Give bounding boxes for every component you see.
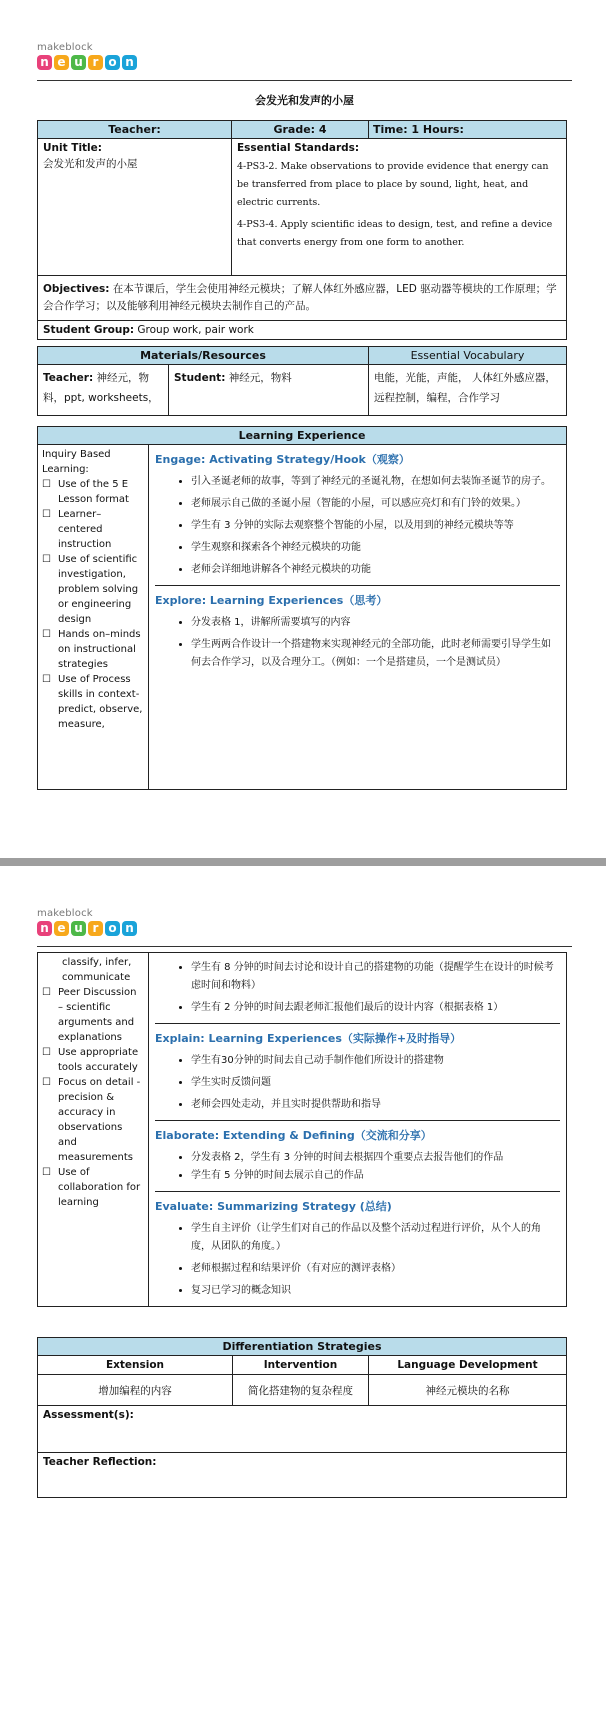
teacher-materials <box>38 365 169 416</box>
logo-letter: n <box>37 921 52 936</box>
student-group-cell <box>38 321 567 340</box>
teacher-materials-label: Teacher: <box>43 372 94 384</box>
checkbox-icon: ☐ <box>42 1167 51 1178</box>
standard-1: 4-PS3-2. Make observations to provide evidence that energy can be transferred from place to place by sound, light, heat, and electric currents. <box>237 161 549 208</box>
language-label: Language Development <box>369 1356 567 1375</box>
learning-table-p2 <box>37 952 567 1307</box>
checkbox-icon: ☐ <box>42 674 51 685</box>
brand-logo <box>37 908 137 936</box>
checkbox-icon: ☐ <box>42 987 51 998</box>
inquiry-item <box>42 1045 144 1075</box>
inquiry-item <box>42 627 144 672</box>
learning-table-p1 <box>37 426 567 790</box>
logo-letter: o <box>105 921 120 936</box>
logo-letter: n <box>37 55 52 70</box>
extension-value: 增加编程的内容 <box>38 1375 233 1406</box>
inquiry-item <box>42 1075 144 1165</box>
objectives-label: Objectives: <box>43 283 110 295</box>
inquiry-item-text: Use of collaboration for learning <box>58 1167 141 1208</box>
engage-item: • 引入圣诞老师的故事，等到了神经元的圣诞礼物，在想如何去装饰圣诞节的房子。 <box>191 473 560 491</box>
logo-letter: e <box>54 921 69 936</box>
inquiry-item <box>42 552 144 627</box>
materials-header: Materials/Resources <box>38 347 369 365</box>
logo-letter: n <box>122 55 137 70</box>
vocab-header: Essential Vocabulary <box>369 347 567 365</box>
differentiation-table <box>37 1337 567 1498</box>
checkbox-icon: ☐ <box>42 1047 51 1058</box>
brand-product <box>37 55 137 70</box>
learning-content-p2 <box>149 953 567 1307</box>
header-rule <box>37 80 572 81</box>
student-group-text: Group work, pair work <box>137 324 254 336</box>
unit-title-cell <box>38 139 232 276</box>
explore-item: • 学生有 8 分钟的时间去讨论和设计自己的搭建物的功能（提醒学生在设计的时候考虑时间和物料） <box>191 959 560 995</box>
explain-item: • 学生实时反馈问题 <box>191 1074 560 1092</box>
student-group-label: Student Group: <box>43 324 135 336</box>
evaluate-item: • 学生自主评价（让学生们对自己的作品以及整个活动过程进行评价，从个人的角度，从团队的角度。） <box>191 1220 560 1256</box>
inquiry-item-continued: classify, infer, communicate <box>62 957 132 983</box>
language-value: 神经元模块的名称 <box>369 1375 567 1406</box>
inquiry-item-text: Use of scientific investigation, problem solving or engineering design <box>58 554 139 625</box>
inquiry-item <box>42 985 144 1045</box>
standards-cell <box>232 139 567 276</box>
engage-item: • 老师会详细地讲解各个神经元模块的功能 <box>191 561 560 579</box>
materials-table <box>37 346 567 416</box>
logo-letter: e <box>54 55 69 70</box>
inquiry-item-text: Learner–centered instruction <box>58 509 112 550</box>
evaluate-title: Evaluate: Summarizing Strategy (总结) <box>155 1200 392 1213</box>
explain-item: • 老师会四处走动，并且实时提供帮助和指导 <box>191 1096 560 1114</box>
engage-item: • 学生有 3 分钟的实际去观察整个智能的小屋，以及用到的神经元模块等等 <box>191 517 560 535</box>
student-materials-label: Student: <box>174 372 226 384</box>
unit-title-label: Unit Title: <box>43 142 102 154</box>
evaluate-item: • 复习已学习的概念知识 <box>191 1282 560 1300</box>
explain-title: Explain: Learning Experiences（实际操作+及时指导） <box>155 1032 462 1045</box>
brand-company: makeblock <box>37 908 93 919</box>
elaborate-item: • 分发表格 2，学生有 3 分钟的时间去根据四个重要点去报告他们的作品 <box>191 1149 560 1167</box>
inquiry-intro: Inquiry Based Learning: <box>42 449 111 475</box>
inquiry-sidebar-p2 <box>38 953 149 1307</box>
header-rule <box>37 946 572 947</box>
intervention-label: Intervention <box>233 1356 369 1375</box>
brand-logo <box>37 42 137 70</box>
teacher-materials-text: 神经元，物料，ppt, worksheets， <box>43 372 159 404</box>
unit-title: 会发光和发声的小屋 <box>43 158 138 170</box>
engage-title: Engage: Activating Strategy/Hook（观察） <box>155 453 410 466</box>
assessment-cell: Assessment(s): <box>38 1406 567 1453</box>
explore-item: • 分发表格 1，讲解所需要填写的内容 <box>191 614 560 632</box>
checkbox-icon: ☐ <box>42 629 51 640</box>
logo-letter: r <box>88 55 103 70</box>
inquiry-item-text: Focus on detail - precision & accuracy in observations and measurements <box>58 1077 141 1163</box>
checkbox-icon: ☐ <box>42 554 51 565</box>
lesson-header-table <box>37 120 567 340</box>
checkbox-icon: ☐ <box>42 1077 51 1088</box>
objectives-cell <box>38 276 567 321</box>
student-materials <box>169 365 369 416</box>
elaborate-title: Elaborate: Extending & Defining（交流和分享） <box>155 1129 432 1142</box>
evaluate-item: • 老师根据过程和结果评价（有对应的测评表格） <box>191 1260 560 1278</box>
standard-2: 4-PS3-4. Apply scientific ideas to design, test, and refine a device that converts energy from one form to another. <box>237 219 553 248</box>
explain-section <box>155 1024 560 1121</box>
inquiry-item-text: Use of Process skills in context- predict, observe, measure, <box>58 674 143 730</box>
objectives-text: 在本节课后，学生会使用神经元模块；了解人体红外感应器，LED 驱动器等模块的工作原理；学会合作学习；以及能够利用神经元模块去制作自己的产品。 <box>43 283 557 312</box>
reflection-cell: Teacher Reflection: <box>38 1453 567 1498</box>
inquiry-item <box>42 1165 144 1210</box>
inquiry-item <box>42 507 144 552</box>
checkbox-icon: ☐ <box>42 509 51 520</box>
time-cell: Time: 1 Hours: <box>369 121 567 139</box>
checkbox-icon: ☐ <box>42 479 51 490</box>
evaluate-section <box>155 1192 560 1306</box>
explore-section <box>155 586 560 678</box>
inquiry-item <box>42 477 144 507</box>
explore-item: • 学生两两合作设计一个搭建物来实现神经元的全部功能，此时老师需要引导学生如何去合作学习，以及合理分工。（例如：一个是搭建员，一个是测试员） <box>191 636 560 672</box>
page-1 <box>0 0 606 858</box>
learning-content-p1 <box>149 445 567 790</box>
extension-label: Extension <box>38 1356 233 1375</box>
logo-letter: n <box>122 921 137 936</box>
explore-title: Explore: Learning Experiences（思考） <box>155 594 388 607</box>
intervention-value: 简化搭建物的复杂程度 <box>233 1375 369 1406</box>
page-2 <box>0 866 606 1727</box>
explain-item: • 学生有30分钟的时间去自己动手制作他们所设计的搭建物 <box>191 1052 560 1070</box>
learning-header: Learning Experience <box>38 427 567 445</box>
student-materials-text: 神经元，物料 <box>228 372 292 384</box>
differentiation-header: Differentiation Strategies <box>38 1338 567 1356</box>
inquiry-item-text: Hands on–minds on instructional strategies <box>58 629 141 670</box>
logo-letter: r <box>88 921 103 936</box>
engage-section <box>155 445 560 586</box>
logo-letter: u <box>71 55 86 70</box>
brand-company: makeblock <box>37 42 93 53</box>
explore-item: • 学生有 2 分钟的时间去跟老师汇报他们最后的设计内容（根据表格 1） <box>191 999 560 1017</box>
engage-item: • 学生观察和探索各个神经元模块的功能 <box>191 539 560 557</box>
grade-cell: Grade: 4 <box>232 121 369 139</box>
inquiry-item <box>42 672 144 732</box>
logo-letter: o <box>105 55 120 70</box>
standards-label: Essential Standards: <box>237 142 360 154</box>
inquiry-item-text: Peer Discussion – scientific arguments and explanations <box>58 987 137 1043</box>
elaborate-item: • 学生有 5 分钟的时间去展示自己的作品 <box>191 1167 560 1185</box>
inquiry-sidebar-p1 <box>38 445 149 790</box>
inquiry-item-text: Use of the 5 E Lesson format <box>58 479 129 505</box>
document-title: 会发光和发声的小屋 <box>255 94 354 107</box>
inquiry-item-text: Use appropriate tools accurately <box>58 1047 139 1073</box>
engage-item: • 老师展示自己做的圣诞小屋（智能的小屋，可以感应亮灯和有门铃的效果。） <box>191 495 560 513</box>
explore-continued <box>155 953 560 1024</box>
elaborate-section <box>155 1121 560 1192</box>
brand-product <box>37 921 137 936</box>
teacher-cell: Teacher: <box>38 121 232 139</box>
page-separator <box>0 858 606 866</box>
vocab-text: 电能，光能，声能， 人体红外感应器，远程控制，编程，合作学习 <box>369 365 567 416</box>
logo-letter: u <box>71 921 86 936</box>
